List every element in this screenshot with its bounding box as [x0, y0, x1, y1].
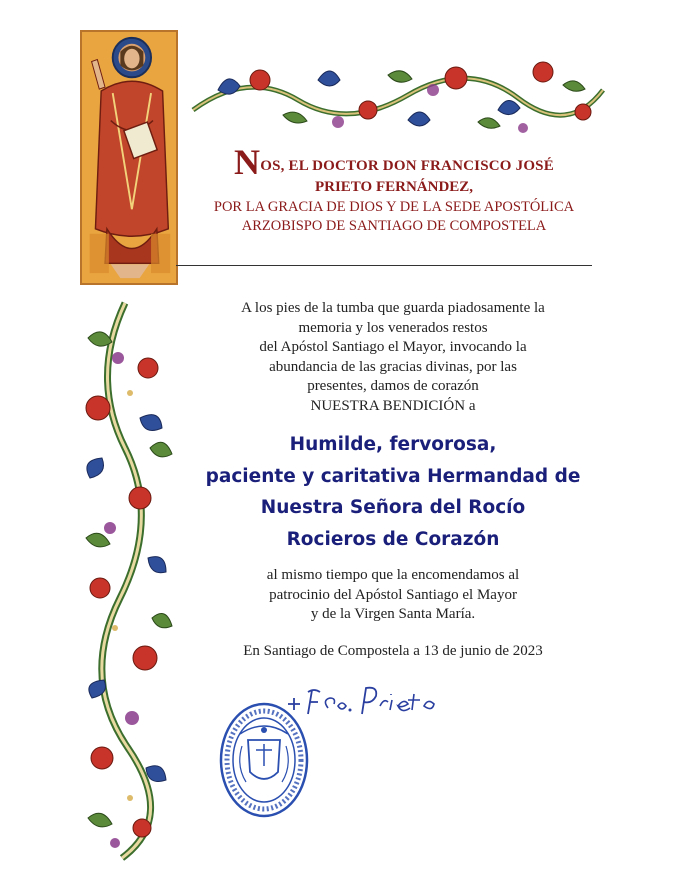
blessed-recipient — [178, 429, 608, 555]
recipient-line: Nuestra Señora del Rocío — [260, 497, 526, 518]
intro-line: del Apóstol Santiago el Mayor, invocando la — [259, 339, 527, 355]
header-line-4: ARZOBISPO DE SANTIAGO DE COMPOSTELA — [241, 218, 547, 234]
floral-border-left — [70, 298, 174, 863]
archbishop-header — [178, 142, 610, 236]
intro-paragraph — [178, 299, 608, 416]
archbishop-signature-image — [280, 680, 445, 722]
header-line-1-text: OS, EL DOCTOR DON FRANCISCO JOSÉ — [260, 158, 554, 174]
closing-line: patrocinio del Apóstol Santiago el Mayor — [269, 586, 517, 603]
closing-line: al mismo tiempo que la encomendamos al — [266, 567, 520, 583]
header-divider — [176, 265, 592, 266]
intro-line: memoria y los venerados restos — [298, 319, 488, 336]
header-line-1 — [178, 142, 610, 182]
intro-line: abundancia de las gracias divinas, por las — [269, 358, 517, 375]
header-line-2: PRIETO FERNÁNDEZ, — [314, 179, 474, 195]
intro-line: A los pies de la tumba que guarda piadosamente la — [241, 300, 545, 316]
intro-line: NUESTRA BENDICIÓN a — [310, 397, 476, 414]
header-line-3: POR LA GRACIA DE DIOS Y DE LA SEDE APOSTÓLICA — [213, 199, 575, 215]
dropcap-letter: N — [234, 142, 261, 182]
closing-paragraph — [178, 566, 608, 625]
intro-line: presentes, damos de corazón — [307, 378, 479, 394]
floral-border-top — [188, 50, 608, 138]
closing-line: y de la Virgen Santa María. — [310, 606, 476, 622]
recipient-line: paciente y caritativa Hermandad de — [205, 465, 581, 487]
date-line: En Santiago de Compostela a 13 de junio de 2023 — [243, 643, 543, 659]
recipient-line: Rocieros de Corazón — [286, 528, 500, 550]
recipient-line: Humilde, fervorosa, — [289, 434, 497, 455]
saint-miniature-image — [80, 30, 178, 285]
